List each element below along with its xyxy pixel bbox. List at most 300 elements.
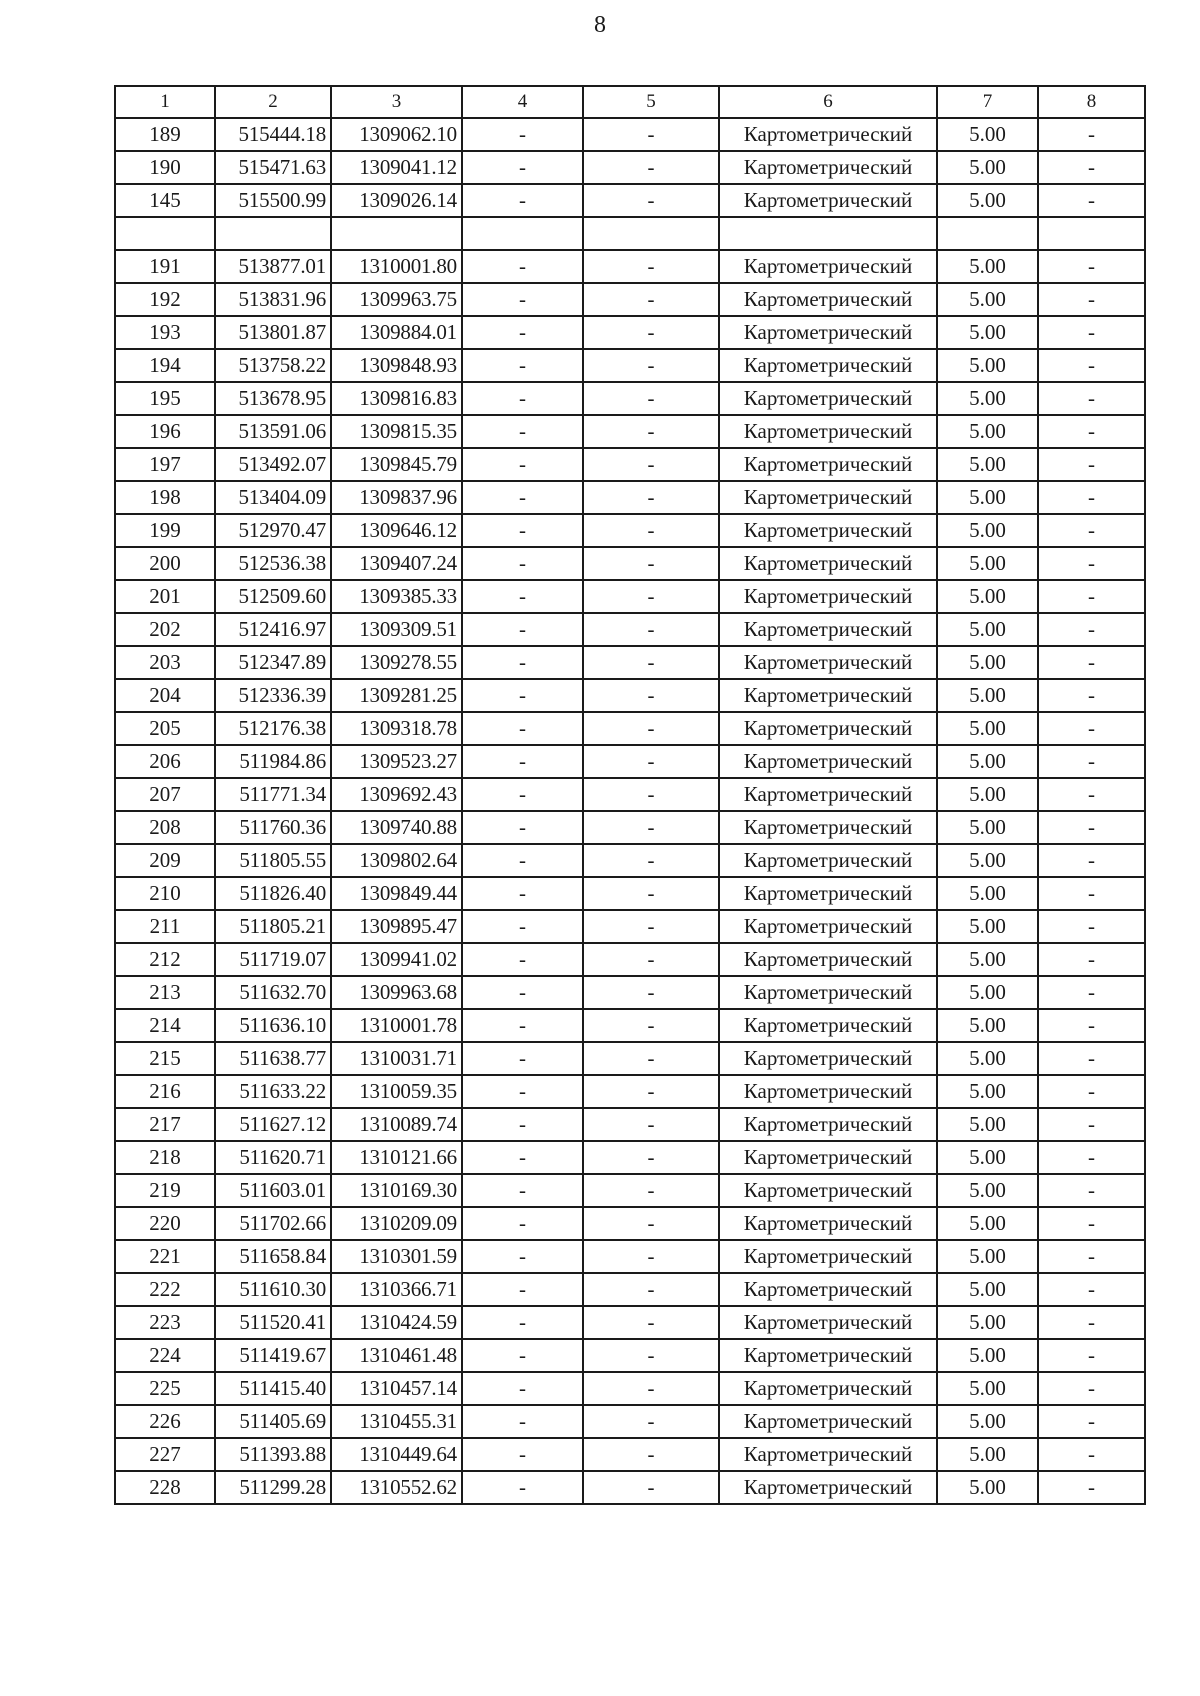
y-coordinate-cell: 1310455.31	[331, 1405, 462, 1438]
table-row	[115, 514, 1145, 547]
col5-cell: -	[583, 745, 719, 778]
method-cell: Картометрический	[719, 448, 937, 481]
col4-cell: -	[462, 811, 583, 844]
col5-cell: -	[583, 1471, 719, 1504]
col8-cell: -	[1038, 745, 1145, 778]
table-row	[115, 646, 1145, 679]
y-coordinate-cell: 1309837.96	[331, 481, 462, 514]
point-number-cell: 203	[115, 646, 215, 679]
table-row	[115, 844, 1145, 877]
table-row	[115, 811, 1145, 844]
col4-cell: -	[462, 1405, 583, 1438]
y-coordinate-cell: 1309523.27	[331, 745, 462, 778]
method-cell: Картометрический	[719, 877, 937, 910]
accuracy-cell: 5.00	[937, 646, 1038, 679]
point-number-cell: 201	[115, 580, 215, 613]
x-coordinate-cell: 512176.38	[215, 712, 331, 745]
y-coordinate-cell: 1309884.01	[331, 316, 462, 349]
x-coordinate-cell: 511984.86	[215, 745, 331, 778]
x-coordinate-cell: 511638.77	[215, 1042, 331, 1075]
col4-cell: -	[462, 1471, 583, 1504]
col4-cell: -	[462, 1438, 583, 1471]
col8-cell: -	[1038, 514, 1145, 547]
point-number-cell: 208	[115, 811, 215, 844]
col4-cell: -	[462, 1207, 583, 1240]
point-number-cell: 215	[115, 1042, 215, 1075]
point-number-cell: 205	[115, 712, 215, 745]
col8-cell: -	[1038, 1339, 1145, 1372]
method-cell: Картометрический	[719, 316, 937, 349]
point-number-cell: 222	[115, 1273, 215, 1306]
table-row	[115, 316, 1145, 349]
x-coordinate-cell: 511620.71	[215, 1141, 331, 1174]
method-cell: Картометрический	[719, 976, 937, 1009]
method-cell: Картометрический	[719, 151, 937, 184]
method-cell: Картометрический	[719, 580, 937, 613]
x-coordinate-cell: 511702.66	[215, 1207, 331, 1240]
col4-cell: -	[462, 316, 583, 349]
accuracy-cell: 5.00	[937, 1075, 1038, 1108]
col4-cell: -	[462, 844, 583, 877]
column-header: 3	[331, 86, 462, 118]
x-coordinate-cell: 511805.21	[215, 910, 331, 943]
table-row	[115, 250, 1145, 283]
col8-cell: -	[1038, 1042, 1145, 1075]
method-cell: Картометрический	[719, 1471, 937, 1504]
col8-cell: -	[1038, 976, 1145, 1009]
method-cell: Картометрический	[719, 811, 937, 844]
col4-cell: -	[462, 580, 583, 613]
col4-cell: -	[462, 877, 583, 910]
col5-cell: -	[583, 844, 719, 877]
col4-cell: -	[462, 1273, 583, 1306]
col4-cell: -	[462, 118, 583, 151]
y-coordinate-cell: 1310457.14	[331, 1372, 462, 1405]
accuracy-cell: 5.00	[937, 877, 1038, 910]
col8-cell: -	[1038, 1306, 1145, 1339]
method-cell: Картометрический	[719, 613, 937, 646]
method-cell: Картометрический	[719, 679, 937, 712]
point-number-cell: 202	[115, 613, 215, 646]
accuracy-cell: 5.00	[937, 712, 1038, 745]
y-coordinate-cell: 1310031.71	[331, 1042, 462, 1075]
x-coordinate-cell: 511603.01	[215, 1174, 331, 1207]
point-number-cell: 217	[115, 1108, 215, 1141]
accuracy-cell: 5.00	[937, 1174, 1038, 1207]
col4-cell: -	[462, 1042, 583, 1075]
point-number-cell: 204	[115, 679, 215, 712]
col8-cell: -	[1038, 613, 1145, 646]
x-coordinate-cell: 511658.84	[215, 1240, 331, 1273]
method-cell: Картометрический	[719, 547, 937, 580]
x-coordinate-cell: 511415.40	[215, 1372, 331, 1405]
col5-cell: -	[583, 349, 719, 382]
y-coordinate-cell: 1310461.48	[331, 1339, 462, 1372]
col8-cell: -	[1038, 1207, 1145, 1240]
point-number-cell	[115, 217, 215, 250]
col8-cell: -	[1038, 1174, 1145, 1207]
accuracy-cell: 5.00	[937, 514, 1038, 547]
col8-cell: -	[1038, 712, 1145, 745]
y-coordinate-cell: 1309692.43	[331, 778, 462, 811]
x-coordinate-cell: 511805.55	[215, 844, 331, 877]
x-coordinate-cell: 513831.96	[215, 283, 331, 316]
y-coordinate-cell	[331, 217, 462, 250]
y-coordinate-cell: 1310552.62	[331, 1471, 462, 1504]
method-cell: Картометрический	[719, 184, 937, 217]
col5-cell: -	[583, 184, 719, 217]
y-coordinate-cell: 1309062.10	[331, 118, 462, 151]
col4-cell: -	[462, 943, 583, 976]
col5-cell: -	[583, 943, 719, 976]
col8-cell: -	[1038, 778, 1145, 811]
method-cell: Картометрический	[719, 514, 937, 547]
method-cell: Картометрический	[719, 1339, 937, 1372]
method-cell: Картометрический	[719, 712, 937, 745]
col8-cell: -	[1038, 1438, 1145, 1471]
col8-cell: -	[1038, 1405, 1145, 1438]
point-number-cell: 227	[115, 1438, 215, 1471]
point-number-cell: 228	[115, 1471, 215, 1504]
accuracy-cell: 5.00	[937, 613, 1038, 646]
accuracy-cell	[937, 217, 1038, 250]
accuracy-cell: 5.00	[937, 1042, 1038, 1075]
y-coordinate-cell: 1310121.66	[331, 1141, 462, 1174]
y-coordinate-cell: 1309845.79	[331, 448, 462, 481]
col8-cell: -	[1038, 1471, 1145, 1504]
table-row	[115, 1075, 1145, 1108]
col4-cell: -	[462, 382, 583, 415]
table-row	[115, 1009, 1145, 1042]
accuracy-cell: 5.00	[937, 1207, 1038, 1240]
y-coordinate-cell: 1309278.55	[331, 646, 462, 679]
x-coordinate-cell: 512416.97	[215, 613, 331, 646]
table-row	[115, 1141, 1145, 1174]
x-coordinate-cell: 511719.07	[215, 943, 331, 976]
col4-cell: -	[462, 448, 583, 481]
accuracy-cell: 5.00	[937, 1141, 1038, 1174]
col4-cell: -	[462, 514, 583, 547]
accuracy-cell: 5.00	[937, 250, 1038, 283]
point-number-cell: 192	[115, 283, 215, 316]
col4-cell: -	[462, 415, 583, 448]
col8-cell: -	[1038, 1075, 1145, 1108]
col8-cell	[1038, 217, 1145, 250]
table-row	[115, 976, 1145, 1009]
point-number-cell: 207	[115, 778, 215, 811]
x-coordinate-cell: 511299.28	[215, 1471, 331, 1504]
accuracy-cell: 5.00	[937, 1240, 1038, 1273]
y-coordinate-cell: 1309816.83	[331, 382, 462, 415]
method-cell: Картометрический	[719, 1075, 937, 1108]
accuracy-cell: 5.00	[937, 382, 1038, 415]
col5-cell: -	[583, 877, 719, 910]
col8-cell: -	[1038, 382, 1145, 415]
col4-cell: -	[462, 1009, 583, 1042]
column-header: 2	[215, 86, 331, 118]
accuracy-cell: 5.00	[937, 151, 1038, 184]
x-coordinate-cell: 513678.95	[215, 382, 331, 415]
method-cell: Картометрический	[719, 1405, 937, 1438]
x-coordinate-cell: 513877.01	[215, 250, 331, 283]
accuracy-cell: 5.00	[937, 778, 1038, 811]
accuracy-cell: 5.00	[937, 1471, 1038, 1504]
accuracy-cell: 5.00	[937, 1306, 1038, 1339]
point-number-cell: 193	[115, 316, 215, 349]
table-row	[115, 1108, 1145, 1141]
col4-cell: -	[462, 1240, 583, 1273]
col4-cell: -	[462, 283, 583, 316]
col4-cell: -	[462, 910, 583, 943]
table-row	[115, 580, 1145, 613]
coordinates-table	[114, 85, 1146, 1505]
col5-cell: -	[583, 382, 719, 415]
point-number-cell: 191	[115, 250, 215, 283]
x-coordinate-cell: 512509.60	[215, 580, 331, 613]
col8-cell: -	[1038, 1141, 1145, 1174]
accuracy-cell: 5.00	[937, 811, 1038, 844]
col8-cell: -	[1038, 1240, 1145, 1273]
accuracy-cell: 5.00	[937, 448, 1038, 481]
accuracy-cell: 5.00	[937, 976, 1038, 1009]
point-number-cell: 210	[115, 877, 215, 910]
col4-cell: -	[462, 481, 583, 514]
column-header: 7	[937, 86, 1038, 118]
col4-cell: -	[462, 1141, 583, 1174]
table-row	[115, 1438, 1145, 1471]
col5-cell: -	[583, 1174, 719, 1207]
table-row	[115, 679, 1145, 712]
y-coordinate-cell: 1310424.59	[331, 1306, 462, 1339]
point-number-cell: 211	[115, 910, 215, 943]
col8-cell: -	[1038, 943, 1145, 976]
x-coordinate-cell: 511771.34	[215, 778, 331, 811]
col5-cell	[583, 217, 719, 250]
point-number-cell: 221	[115, 1240, 215, 1273]
col5-cell: -	[583, 712, 719, 745]
accuracy-cell: 5.00	[937, 283, 1038, 316]
x-coordinate-cell: 512970.47	[215, 514, 331, 547]
col8-cell: -	[1038, 283, 1145, 316]
point-number-cell: 220	[115, 1207, 215, 1240]
y-coordinate-cell: 1309385.33	[331, 580, 462, 613]
point-number-cell: 190	[115, 151, 215, 184]
col8-cell: -	[1038, 877, 1145, 910]
y-coordinate-cell: 1309646.12	[331, 514, 462, 547]
col4-cell: -	[462, 745, 583, 778]
table-row	[115, 118, 1145, 151]
y-coordinate-cell: 1310169.30	[331, 1174, 462, 1207]
col5-cell: -	[583, 679, 719, 712]
point-number-cell: 194	[115, 349, 215, 382]
method-cell: Картометрический	[719, 1273, 937, 1306]
y-coordinate-cell: 1309026.14	[331, 184, 462, 217]
point-number-cell: 226	[115, 1405, 215, 1438]
col5-cell: -	[583, 250, 719, 283]
accuracy-cell: 5.00	[937, 1108, 1038, 1141]
accuracy-cell: 5.00	[937, 580, 1038, 613]
y-coordinate-cell: 1310366.71	[331, 1273, 462, 1306]
table-row	[115, 1471, 1145, 1504]
table-row	[115, 1174, 1145, 1207]
col5-cell: -	[583, 1207, 719, 1240]
point-number-cell: 209	[115, 844, 215, 877]
col5-cell: -	[583, 448, 719, 481]
col4-cell: -	[462, 1372, 583, 1405]
y-coordinate-cell: 1310059.35	[331, 1075, 462, 1108]
y-coordinate-cell: 1309318.78	[331, 712, 462, 745]
y-coordinate-cell: 1309407.24	[331, 547, 462, 580]
point-number-cell: 216	[115, 1075, 215, 1108]
col5-cell: -	[583, 1009, 719, 1042]
col4-cell	[462, 217, 583, 250]
col8-cell: -	[1038, 580, 1145, 613]
col8-cell: -	[1038, 547, 1145, 580]
accuracy-cell: 5.00	[937, 349, 1038, 382]
table-header-row	[115, 86, 1145, 118]
y-coordinate-cell: 1309740.88	[331, 811, 462, 844]
table-row	[115, 613, 1145, 646]
method-cell: Картометрический	[719, 1141, 937, 1174]
y-coordinate-cell: 1309041.12	[331, 151, 462, 184]
col4-cell: -	[462, 1339, 583, 1372]
col5-cell: -	[583, 580, 719, 613]
x-coordinate-cell: 511633.22	[215, 1075, 331, 1108]
y-coordinate-cell: 1309802.64	[331, 844, 462, 877]
table-row	[115, 481, 1145, 514]
x-coordinate-cell: 513801.87	[215, 316, 331, 349]
col4-cell: -	[462, 1306, 583, 1339]
accuracy-cell: 5.00	[937, 910, 1038, 943]
table-row	[115, 745, 1145, 778]
method-cell: Картометрический	[719, 1042, 937, 1075]
point-number-cell: 200	[115, 547, 215, 580]
table-row	[115, 184, 1145, 217]
col8-cell: -	[1038, 646, 1145, 679]
col4-cell: -	[462, 151, 583, 184]
x-coordinate-cell: 511627.12	[215, 1108, 331, 1141]
accuracy-cell: 5.00	[937, 1273, 1038, 1306]
col5-cell: -	[583, 481, 719, 514]
table-row	[115, 910, 1145, 943]
col5-cell: -	[583, 1339, 719, 1372]
method-cell: Картометрический	[719, 481, 937, 514]
accuracy-cell: 5.00	[937, 844, 1038, 877]
col5-cell: -	[583, 646, 719, 679]
method-cell: Картометрический	[719, 1174, 937, 1207]
accuracy-cell: 5.00	[937, 745, 1038, 778]
point-number-cell: 223	[115, 1306, 215, 1339]
col5-cell: -	[583, 1042, 719, 1075]
col5-cell: -	[583, 1306, 719, 1339]
col5-cell: -	[583, 1075, 719, 1108]
x-coordinate-cell: 511826.40	[215, 877, 331, 910]
col8-cell: -	[1038, 844, 1145, 877]
page-number: 8	[594, 12, 606, 38]
method-cell: Картометрический	[719, 250, 937, 283]
col8-cell: -	[1038, 811, 1145, 844]
point-number-cell: 213	[115, 976, 215, 1009]
y-coordinate-cell: 1310301.59	[331, 1240, 462, 1273]
method-cell: Картометрический	[719, 910, 937, 943]
point-number-cell: 214	[115, 1009, 215, 1042]
method-cell	[719, 217, 937, 250]
col4-cell: -	[462, 349, 583, 382]
accuracy-cell: 5.00	[937, 1009, 1038, 1042]
y-coordinate-cell: 1309941.02	[331, 943, 462, 976]
table-row	[115, 1042, 1145, 1075]
table-row	[115, 1339, 1145, 1372]
point-number-cell: 225	[115, 1372, 215, 1405]
col4-cell: -	[462, 1075, 583, 1108]
x-coordinate-cell: 511393.88	[215, 1438, 331, 1471]
table-row	[115, 415, 1145, 448]
table-row	[115, 151, 1145, 184]
accuracy-cell: 5.00	[937, 679, 1038, 712]
x-coordinate-cell: 511419.67	[215, 1339, 331, 1372]
col4-cell: -	[462, 712, 583, 745]
method-cell: Картометрический	[719, 415, 937, 448]
column-header: 5	[583, 86, 719, 118]
x-coordinate-cell: 511760.36	[215, 811, 331, 844]
col5-cell: -	[583, 976, 719, 1009]
x-coordinate-cell: 513591.06	[215, 415, 331, 448]
col8-cell: -	[1038, 250, 1145, 283]
col5-cell: -	[583, 811, 719, 844]
x-coordinate-cell: 512336.39	[215, 679, 331, 712]
point-number-cell: 196	[115, 415, 215, 448]
col5-cell: -	[583, 151, 719, 184]
col4-cell: -	[462, 976, 583, 1009]
table-row	[115, 1405, 1145, 1438]
y-coordinate-cell: 1309815.35	[331, 415, 462, 448]
accuracy-cell: 5.00	[937, 316, 1038, 349]
point-number-cell: 219	[115, 1174, 215, 1207]
y-coordinate-cell: 1310001.78	[331, 1009, 462, 1042]
x-coordinate-cell: 511405.69	[215, 1405, 331, 1438]
point-number-cell: 218	[115, 1141, 215, 1174]
col4-cell: -	[462, 184, 583, 217]
col5-cell: -	[583, 1273, 719, 1306]
table-row	[115, 217, 1145, 250]
y-coordinate-cell: 1309849.44	[331, 877, 462, 910]
y-coordinate-cell: 1309963.75	[331, 283, 462, 316]
method-cell: Картометрический	[719, 778, 937, 811]
col5-cell: -	[583, 910, 719, 943]
y-coordinate-cell: 1309281.25	[331, 679, 462, 712]
table-row	[115, 448, 1145, 481]
accuracy-cell: 5.00	[937, 1372, 1038, 1405]
point-number-cell: 198	[115, 481, 215, 514]
column-header: 6	[719, 86, 937, 118]
col4-cell: -	[462, 547, 583, 580]
x-coordinate-cell	[215, 217, 331, 250]
table-row	[115, 1207, 1145, 1240]
x-coordinate-cell: 513404.09	[215, 481, 331, 514]
point-number-cell: 206	[115, 745, 215, 778]
point-number-cell: 212	[115, 943, 215, 976]
col8-cell: -	[1038, 910, 1145, 943]
accuracy-cell: 5.00	[937, 1405, 1038, 1438]
x-coordinate-cell: 515444.18	[215, 118, 331, 151]
x-coordinate-cell: 511520.41	[215, 1306, 331, 1339]
column-header: 8	[1038, 86, 1145, 118]
col5-cell: -	[583, 1240, 719, 1273]
method-cell: Картометрический	[719, 1372, 937, 1405]
y-coordinate-cell: 1310089.74	[331, 1108, 462, 1141]
col8-cell: -	[1038, 316, 1145, 349]
col4-cell: -	[462, 613, 583, 646]
